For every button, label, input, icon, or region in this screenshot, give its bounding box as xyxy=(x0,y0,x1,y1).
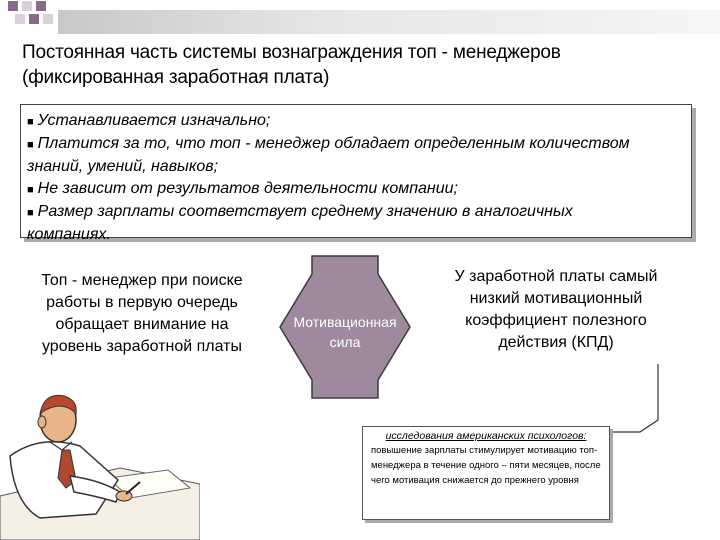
slide-title-line-1: Постоянная часть системы вознаграждения топ - менеджеров xyxy=(22,42,561,63)
bullet-item: ■ Устанавливается изначально; xyxy=(27,112,271,129)
research-note-box xyxy=(362,426,610,520)
bullet-item: ■ Размер зарплаты соответствует среднему значению в аналогичных xyxy=(27,203,573,220)
slide-title xyxy=(22,40,712,90)
motivation-force-arrow xyxy=(278,254,412,400)
decorative-squares xyxy=(0,0,60,40)
bullet-marker-icon: ■ xyxy=(27,207,34,219)
bullet-marker-icon: ■ xyxy=(27,184,34,196)
bullet-item: ■ Платится за то, что топ - менеджер обладает определенным количеством xyxy=(27,135,630,152)
arrow-label: Мотивационная сила xyxy=(293,314,397,350)
note-heading: исследования американских психологов: xyxy=(385,430,587,442)
bullet-marker-icon: ■ xyxy=(27,116,34,128)
header-gradient-bar xyxy=(58,10,720,34)
bullet-item: ■ Не зависит от результатов деятельности компании; xyxy=(27,180,458,197)
bullet-marker-icon: ■ xyxy=(27,139,34,151)
bullet-list-box xyxy=(20,104,692,243)
bullet-item-continuation: знаний, умений, навыков; xyxy=(27,158,219,175)
note-body: повышение зарплаты стимулирует мотивацию топ-менеджера в течение одного – пяти месяцев, после чего мотивация снижается до прежнего уровня xyxy=(371,445,601,486)
bullet-item-continuation: компаниях. xyxy=(27,226,111,243)
manager-at-desk-clipart xyxy=(0,384,200,540)
slide-title-line-2: (фиксированная заработная плата) xyxy=(22,67,330,88)
left-statement: Топ - менеджер при поиске работы в первую очередь обращает внимание на уровень заработной платы xyxy=(41,272,243,355)
right-statement: У заработной платы самый низкий мотивационный коэффициент полезного действия (КПД) xyxy=(454,268,658,351)
